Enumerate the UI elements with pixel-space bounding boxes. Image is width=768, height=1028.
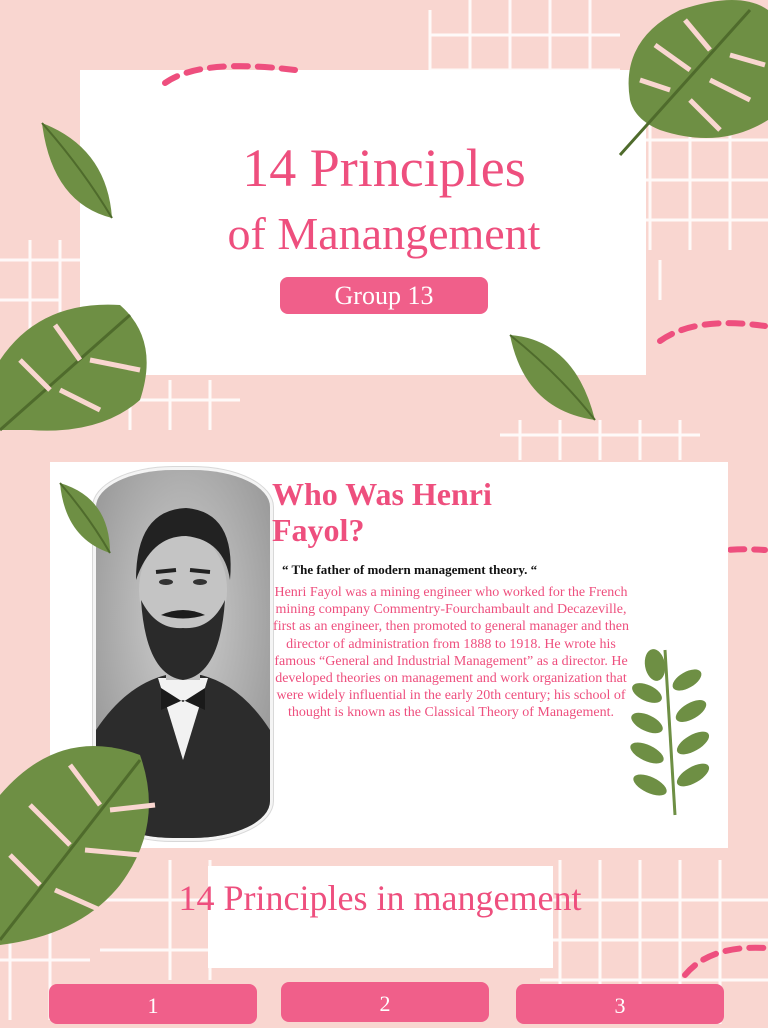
principle-item-1[interactable]: 1	[49, 984, 257, 1024]
main-title-line2: of Manangement	[227, 208, 541, 259]
dashed-curve-bottom	[680, 940, 768, 980]
henri-heading-line2: Fayol?	[272, 512, 365, 548]
dashed-curve-top	[160, 58, 300, 88]
henri-heading	[272, 476, 572, 548]
leaf-icon	[505, 330, 600, 425]
principle-item-2[interactable]: 2	[281, 982, 489, 1022]
group-label-pill: Group 13	[280, 277, 488, 314]
main-title-line1: 14 Principles	[242, 138, 526, 198]
henri-heading-line1: Who Was Henri	[272, 476, 492, 512]
fayol-biography: Henri Fayol was a mining engineer who worked for the French mining company Commentry-Fourchambault and Decazeville, first as an engineer, then promoted to general manager and then director of administration from 1888 to 1918. He wrote his famous “General and Industrial Management” as a director. He developed theories on management and work organization that were widely influential in the early 20th century; his school of thought is known as the Classical Theory of Management.	[273, 585, 629, 721]
fern-branch-icon	[625, 645, 715, 820]
leaf-icon	[55, 478, 115, 558]
monstera-leaf-left-icon	[0, 300, 155, 435]
monstera-leaf-icon	[600, 0, 768, 160]
dashed-curve-right	[655, 316, 768, 346]
principle-item-3[interactable]: 3	[516, 984, 724, 1024]
leaf-icon	[32, 118, 117, 223]
fayol-quote: “ The father of modern management theory. “	[282, 562, 538, 577]
principles-heading: 14 Principles in mangement	[178, 878, 582, 918]
